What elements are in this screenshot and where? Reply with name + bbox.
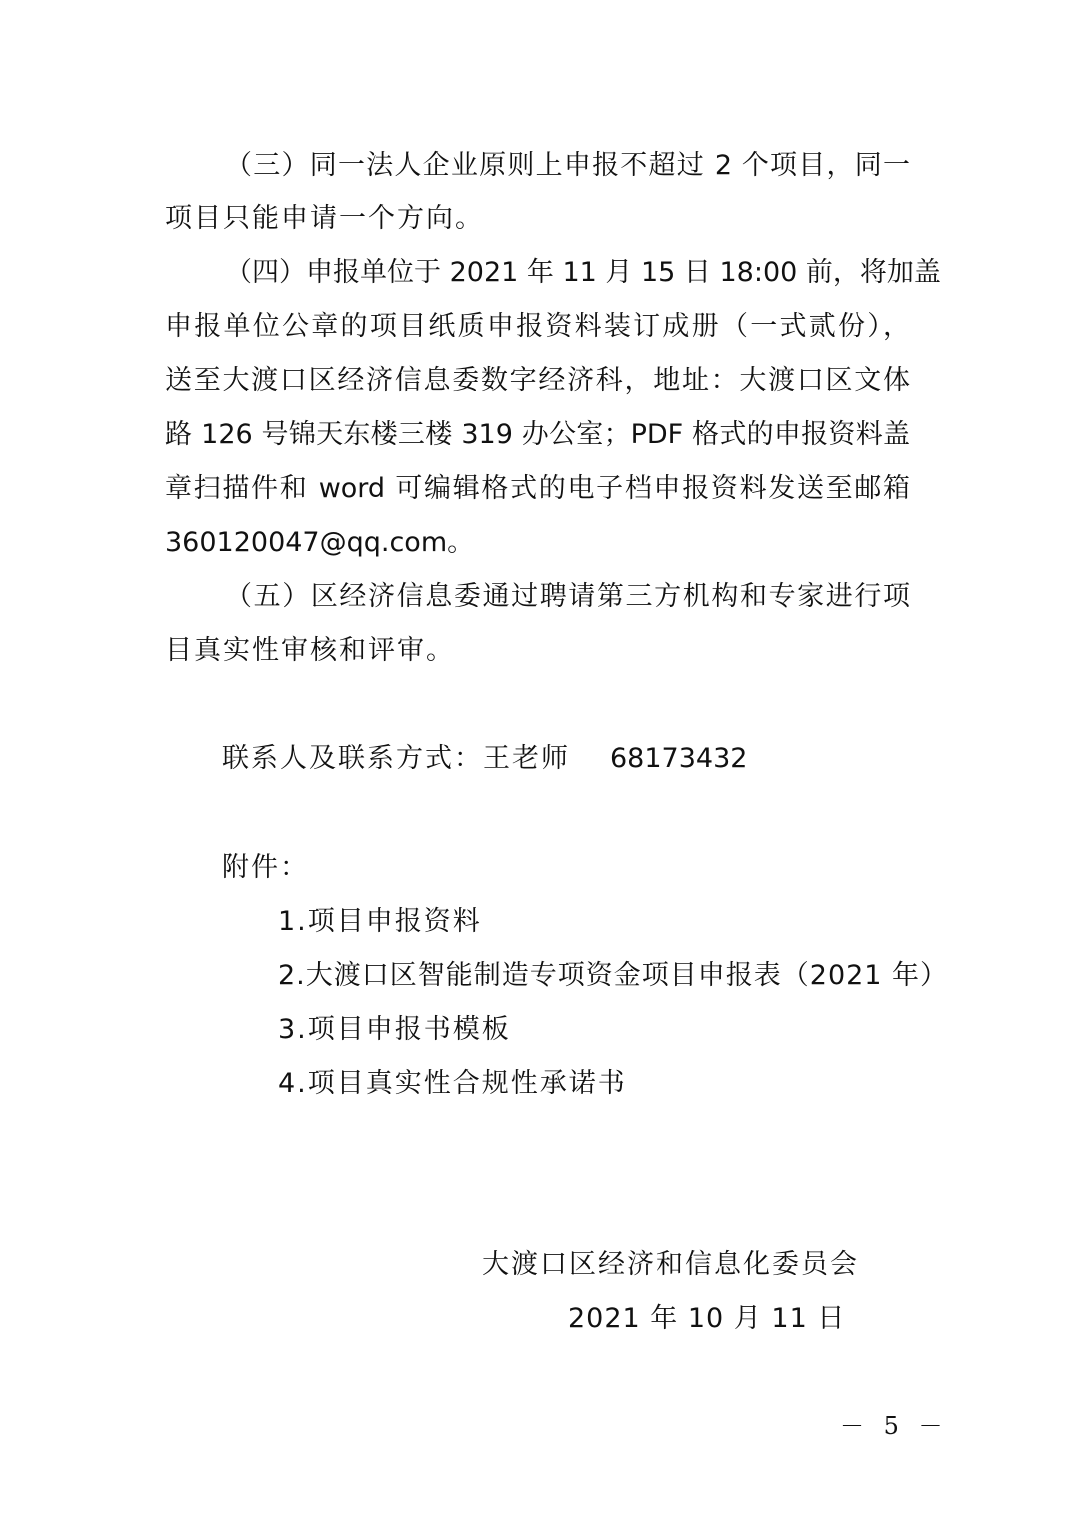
contact-label: 联系人及联系方式：王老师	[222, 743, 570, 774]
contact-phone: 68173432	[610, 743, 748, 774]
signature-date: 2021 年 10 月 11 日	[568, 1303, 846, 1334]
attachment-item-2: 2.大渡口区智能制造专项资金项目申报表（2021 年）	[278, 960, 949, 991]
page-number: － 5 －	[840, 1412, 949, 1440]
attachment-item-4: 4.项目真实性合规性承诺书	[278, 1068, 627, 1099]
paragraph-3-line-2: 项目只能申请一个方向。	[165, 203, 484, 234]
paragraph-5-line-2: 目真实性审核和评审。	[165, 635, 455, 666]
paragraph-3-line-1: （三）同一法人企业原则上申报不超过 2 个项目，同一	[225, 150, 910, 181]
paragraph-5-line-1: （五）区经济信息委通过聘请第三方机构和专家进行项	[225, 581, 910, 612]
paragraph-4-line-3: 送至大渡口区经济信息委数字经济科，地址：大渡口区文体	[165, 365, 910, 396]
paragraph-4-line-2: 申报单位公章的项目纸质申报资料装订成册（一式贰份），	[165, 311, 910, 342]
signature-organization: 大渡口区经济和信息化委员会	[482, 1249, 859, 1280]
attachment-item-1: 1.项目申报资料	[278, 906, 482, 937]
paragraph-4-line-6: 360120047@qq.com。	[165, 527, 475, 558]
paragraph-4-line-5: 章扫描件和 word 可编辑格式的电子档申报资料发送至邮箱	[165, 473, 910, 504]
attachments-heading: 附件：	[222, 852, 309, 883]
paragraph-4-line-4: 路 126 号锦天东楼三楼 319 办公室；PDF 格式的申报资料盖	[165, 419, 910, 450]
paragraph-4-line-1: （四）申报单位于 2021 年 11 月 15 日 18:00 前，将加盖	[225, 257, 941, 288]
attachment-item-3: 3.项目申报书模板	[278, 1014, 511, 1045]
